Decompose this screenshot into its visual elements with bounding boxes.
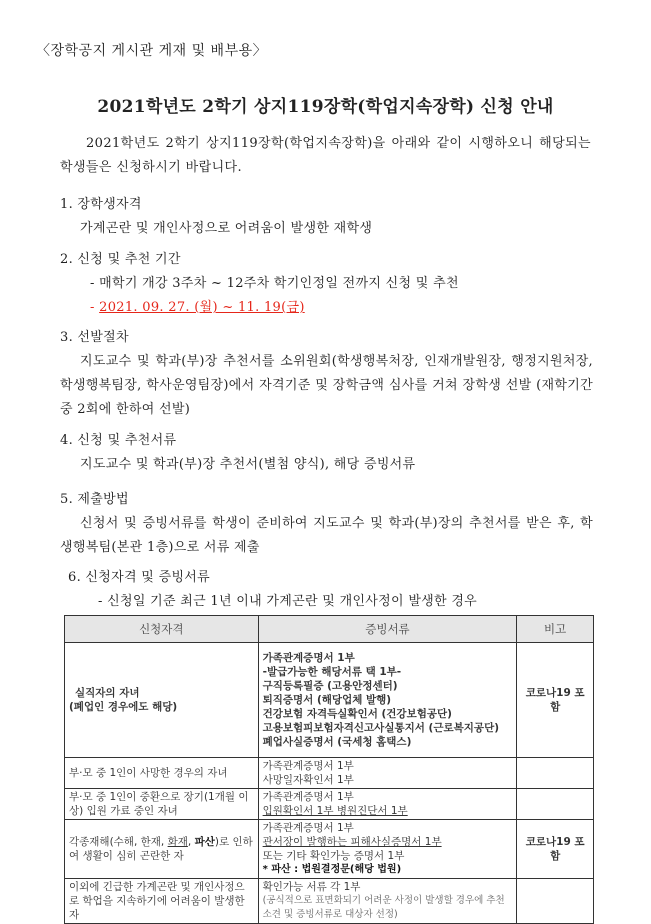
section-eligibility	[60, 193, 593, 241]
table-row	[65, 758, 594, 789]
section-heading: 6. 신청자격 및 증빙서류	[68, 570, 211, 585]
period-line: - 매학기 개강 3주차 ~ 12주차 학기인정일 전까지 신청 및 추천	[90, 276, 459, 291]
section-body: - 신청일 기준 최근 1년 이내 가계곤란 및 개인사정이 발생한 경우	[98, 594, 478, 609]
table-row	[65, 789, 594, 820]
section-body: 가계곤란 및 개인사정으로 어려움이 발생한 재학생	[80, 221, 373, 236]
table-cell-qualification	[65, 643, 259, 758]
table-row	[65, 879, 594, 924]
intro-paragraph: 2021학년도 2학기 상지119장학(학업지속장학)을 아래와 같이 시행하오니 해당되는 학생들은 신청하시기 바랍니다.	[60, 136, 591, 175]
section-heading: 3. 선발절차	[60, 330, 129, 345]
qualification-bankrupt: 파산	[194, 836, 215, 848]
section-heading: 5. 제출방법	[60, 492, 129, 507]
section-heading: 1. 장학생자격	[60, 197, 142, 212]
section-period	[60, 248, 593, 320]
table-cell-note: 코로나19 포함	[517, 820, 594, 879]
table-cell-docs	[258, 643, 517, 758]
qualification-comma: ,	[187, 836, 195, 848]
section-body: 지도교수 및 학과(부)장 추천서(별첨 양식), 해당 증빙서류	[80, 457, 416, 472]
table-cell-qualification	[65, 820, 259, 879]
doc-item: 가족관계증명서 1부	[262, 652, 355, 664]
table-cell-docs	[258, 758, 517, 789]
doc-item: 가족관계증명서 1부	[262, 760, 354, 772]
doc-item: 관서장이 발행하는 피해사실증명서 1부	[262, 836, 442, 848]
section-heading: 4. 신청 및 추천서류	[60, 433, 177, 448]
table-header: 증빙서류	[258, 616, 517, 643]
qualification-line: (폐업인 경우에도 해당)	[69, 701, 178, 713]
table-row	[65, 820, 594, 879]
table-cell-docs	[258, 789, 517, 820]
doc-item: 고용보험피보험자격신고사실통지서 (근로복지공단)	[262, 722, 500, 734]
qualification-text: )로 인하여 생활이 심히 곤란한 자	[69, 836, 253, 862]
doc-item: 또는 기타 확인가능 증명서 1부	[262, 850, 405, 862]
doc-item: 퇴직증명서 (해당업체 발행)	[262, 694, 392, 706]
table-cell-docs	[258, 820, 517, 879]
table-cell-qualification: 이외에 긴급한 가계곤란 및 개인사정으로 학업을 지속하기에 어려움이 발생한 자	[65, 879, 259, 924]
table-cell-docs	[258, 879, 517, 924]
doc-item: 사망일자확인서 1부	[262, 774, 354, 786]
notice-label: 〈장학공지 게시관 게재 및 배부용〉	[36, 43, 268, 59]
section-selection	[60, 326, 593, 422]
table-cell-note	[517, 879, 594, 924]
section-submission	[60, 488, 593, 560]
table-cell-qualification: 부·모 중 1인이 사망한 경우의 자녀	[65, 758, 259, 789]
qualification-text: 각종재해(수해, 한재,	[69, 836, 168, 848]
doc-item: * 파산 : 법원결정문(해당 법원)	[262, 864, 402, 875]
qualification-line: 실직자의 자녀	[75, 687, 140, 699]
doc-item: 건강보험 자격득실확인서 (건강보험공단)	[262, 708, 452, 720]
table-header: 비고	[517, 616, 594, 643]
doc-item: 확인가능 서류 각 1부	[262, 881, 361, 893]
doc-item: 가족관계증명서 1부	[262, 791, 354, 803]
table-cell-note	[517, 758, 594, 789]
table-cell-note	[517, 789, 594, 820]
period-dates	[60, 296, 593, 320]
table-row	[65, 643, 594, 758]
section-body: 지도교수 및 학과(부)장 추천서를 소위원회(학생행복처장, 인재개발원장, 행정지원처장, 학생행복팀장, 학사운영팀장)에서 자격기준 및 장학금액 심사를 거쳐 장학생 선발 (재학기간 중 2회에 한하여 선발)	[60, 354, 593, 417]
period-dates-text: 2021. 09. 27. (월) ~ 11. 19(금)	[99, 300, 305, 315]
doc-item: 구직등록필증 (고용안정센터)	[262, 680, 398, 692]
section-qualifications	[68, 566, 593, 614]
doc-item: (공식적으로 표면화되기 어려운 사정이 발생할 경우에 추천소견 및 증빙서류로 대상자 선정)	[262, 895, 505, 920]
table-cell-note: 코로나19 포함	[517, 643, 594, 758]
period-dash: -	[90, 300, 100, 315]
section-heading: 2. 신청 및 추천 기간	[60, 252, 181, 267]
table-header: 신청자격	[65, 616, 259, 643]
section-documents	[60, 429, 593, 477]
table-header-row	[65, 616, 594, 643]
doc-item: 입원확인서 1부 병원진단서 1부	[262, 805, 408, 817]
qualification-table	[64, 615, 594, 924]
doc-item: 폐업사실증명서 (국세청 홈택스)	[262, 736, 412, 748]
doc-item: 가족관계증명서 1부	[262, 822, 354, 834]
qualification-fire: 화재	[167, 836, 188, 848]
page-title: 2021학년도 2학기 상지119장학(학업지속장학) 신청 안내	[97, 97, 554, 117]
section-body: 신청서 및 증빙서류를 학생이 준비하여 지도교수 및 학과(부)장의 추천서를 받은 후, 학생행복팀(본관 1층)으로 서류 제출	[60, 516, 593, 555]
doc-item: -발급가능한 해당서류 택 1부-	[262, 666, 402, 678]
table-cell-qualification: 부·모 중 1인이 중환으로 장기(1개월 이상) 입원 가료 중인 자녀	[65, 789, 259, 820]
